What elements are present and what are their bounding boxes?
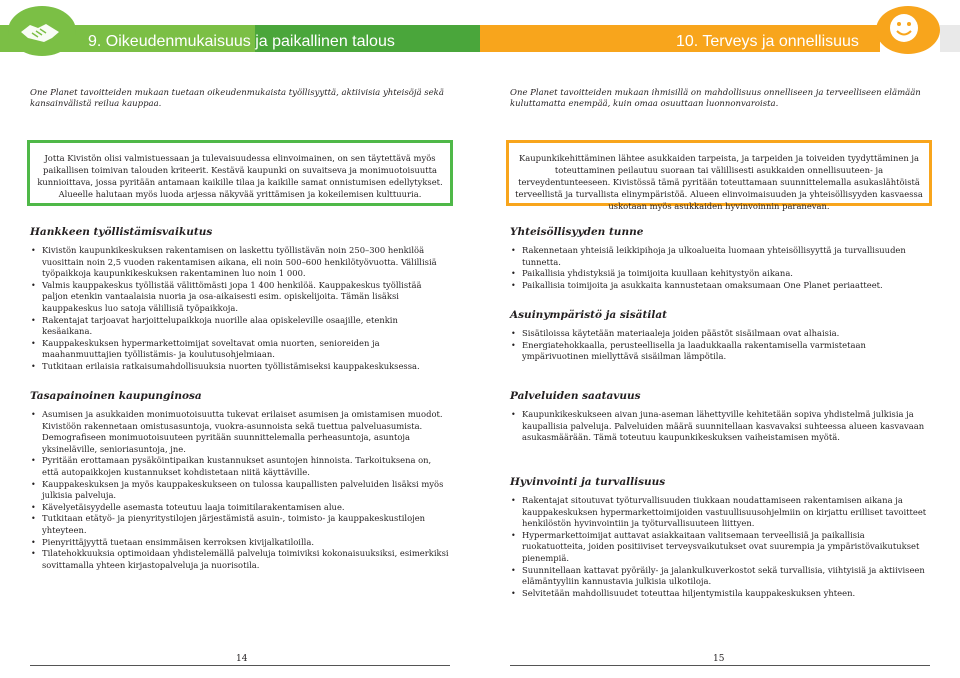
list-item: • Hypermarkettoimijat auttavat asiakkaitaan valitsemaan terveellisiä ja paikallisia ruokatuotteita, joiden positiiviset terveysvaikutukset ovat suurempia ja ympäristövaikutukset pienempiä.	[510, 530, 930, 565]
list-item: • Suunnitellaan kattavat pyöräily- ja jalankulkuverkostot sekä turvallisia, viihtyisiä ja aktiiviseen elämäntyyliin kannustavia julkisia ulkotiloja.	[510, 565, 930, 588]
right-intro: One Planet tavoitteiden mukaan ihmisillä on mahdollisuus onnelliseen ja terveelliseen elämään kuluttamatta enempää, kuin omaa osuuttaan luonnonvaroista.	[510, 88, 921, 109]
section-yhteisollisyyden-tunne	[510, 226, 930, 291]
section-title: Yhteisöllisyyden tunne	[510, 226, 644, 238]
list-item: • Sisätiloissa käytetään materiaaleja joiden päästöt sisäilmaan ovat alhaisia.	[510, 328, 930, 340]
list-item: • Kävelyetäisyydelle asemasta toteutuu laaja toimitilarakentamisen alue.	[30, 502, 450, 514]
bullet-list	[510, 245, 930, 291]
handshake-icon	[18, 18, 62, 46]
list-item: • Rakennetaan yhteisiä leikkipihoja ja ulkoalueita luomaan yhteisöllisyyttä ja turvallisuuden tunnetta.	[510, 245, 930, 268]
section-tyollistamisvaikutus	[30, 226, 450, 373]
list-item: • Kauppakeskuksen hypermarkettoimijat soveltavat omia nuorten, senioreiden ja maahanmuuttajien työllistämis- ja koulutusohjelmiaan.	[30, 338, 450, 361]
list-item: • Pienyrittäjyyttä tuetaan ensimmäisen kerroksen kivijalkatiloilla.	[30, 537, 450, 549]
section-title: Palveluiden saatavuus	[510, 390, 641, 402]
right-highlight-box	[506, 140, 932, 211]
list-item: • Paikallisia toimijoita ja asukkaita kannustetaan omaksumaan One Planet periaatteet.	[510, 280, 930, 292]
list-item: • Tilatehokkuuksia optimoidaan yhdistelemällä palveluja toimiviksi kokonaisuuksiksi, esimerkiksi sovittamalla yhteen kirjastopalveluja ja nuorisotila.	[30, 548, 450, 571]
section-title: Asuinympäristö ja sisätilat	[510, 309, 667, 321]
right-page-title: 10. Terveys ja onnellisuus	[676, 33, 859, 50]
section-palveluiden-saatavuus	[510, 390, 930, 444]
left-page-title: 9. Oikeudenmukaisuus ja paikallinen talous	[88, 33, 395, 50]
bullet-list	[30, 409, 450, 571]
section-title: Tasapainoinen kaupunginosa	[30, 390, 202, 402]
list-item: • Paikallisia yhdistyksiä ja toimijoita kuullaan kehitystyön aikana.	[510, 268, 930, 280]
list-item: • Kivistön kaupunkikeskuksen rakentamisen on laskettu työllistävän noin 250–300 henkilöä vuosittain noin 2,5 vuoden rakentamisen aikana, eli noin 500–600 henkilötyövuotta. Välillisiä työpaikkoja kaupunkikeskuksen rakentaminen luo noin 1 000.	[30, 245, 450, 280]
list-item: • Energiatehokkaalla, perusteellisella ja laadukkaalla rakentamisella varmistetaan ympärivuotinen miellyttävä sisäilman lämpötila.	[510, 340, 930, 363]
section-tasapainoinen-kaupunginosa	[30, 390, 450, 571]
section-title: Hyvinvointi ja turvallisuus	[510, 476, 666, 488]
left-box-text: Jotta Kivistön olisi valmistuessaan ja tulevaisuudessa elinvoimainen, on sen täytettävä myös paikallisen toimivan talouden kriteerit. Kestävä kaupunki on suvaitseva ja monimuotoisuutta kunnioittava, jossa pyritään antamaan kaikille tilaa ja kaikille samat onnistumisen edellytykset. Alueelle halutaan myös luoda arjessa näkyvää yrittämisen ja kokeilemisen kulttuuria.	[37, 153, 443, 199]
list-item: • Selvitetään mahdollisuudet toteuttaa hiljentymistila kauppakeskuksen yhteen.	[510, 588, 930, 600]
list-item: • Asumisen ja asukkaiden monimuotoisuutta tukevat erilaiset asumisen ja omistamisen muodot. Kivistöön rakennetaan omistusasuntoja, vuokra-asunnoista sekä tuettua palveluasumista. Demografiseen monimuotoisuuteen pyritään suunnittelemalla perheasuntoja, asuntoja yksineläville, senioriasuntoja, jne.	[30, 409, 450, 455]
bullet-list	[510, 495, 930, 599]
bullet-list	[30, 245, 450, 373]
list-item: • Kaupunkikeskukseen aivan juna-aseman lähettyville kehitetään sopiva yhdistelmä julkisia ja kaupallisia palveluja. Palveluiden määrä suunnitellaan kasvavaksi suhteessa alueen kasvavaan asukasmäärään. Tämä toteutuu kaupunkikeskuksen vaiheistamisen myötä.	[510, 409, 930, 444]
smiley-icon	[888, 12, 920, 44]
header-right-edge	[940, 25, 960, 52]
section-asuinymparisto	[510, 309, 930, 363]
left-page-number: 14	[236, 654, 248, 664]
bullet-list	[510, 409, 930, 444]
list-item: • Pyritään erottamaan pysäköintipaikan kustannukset asuntojen hinnoista. Tarkoituksena on, että autopaikkojen kustannukset kohdistetaan niitä käyttäville.	[30, 455, 450, 478]
left-footer-rule	[30, 665, 450, 666]
list-item: • Rakentajat sitoutuvat työturvallisuuden tiukkaan noudattamiseen rakentamisen aikana ja kauppakeskuksen hypermarkettoimijoiden vastuullisuusohjelmiin on kirjattu erilliset tavoitteet henkilöstön hyvinvointiin ja työturvallisuuteen liittyen.	[510, 495, 930, 530]
list-item: • Tutkitaan erilaisia ratkaisumahdollisuuksia nuorten työllistämiseksi kauppakeskuksessa.	[30, 361, 450, 373]
list-item: • Tutkitaan etätyö- ja pienyritystilojen järjestämistä asuin-, toimisto- ja kauppakeskustilojen yhteyteen.	[30, 513, 450, 536]
section-hyvinvointi-turvallisuus	[510, 476, 930, 599]
list-item: • Valmis kauppakeskus työllistää välittömästi jopa 1 400 henkilöä. Kauppakeskus työllistää paljon etenkin vantaalaisia nuoria ja osa-aikaisesti esim. opiskelijoita. Tämän lisäksi kauppakeskus luo satoja välillisiä työpaikkoja.	[30, 280, 450, 315]
right-footer-rule	[510, 665, 930, 666]
left-highlight-box	[27, 140, 453, 206]
right-page-number: 15	[713, 654, 725, 664]
bullet-list	[510, 328, 930, 363]
list-item: • Rakentajat tarjoavat harjoittelupaikkoja nuorille alaa opiskeleville osaajille, etenkin kesäaikana.	[30, 315, 450, 338]
list-item: • Kauppakeskuksen ja myös kauppakeskukseen on tulossa kaupallisten palveluiden lisäksi myös julkisia palveluja.	[30, 479, 450, 502]
left-intro: One Planet tavoitteiden mukaan tuetaan oikeudenmukaista työllisyyttä, aktiivisia yhteisöjä sekä kansainvälistä reilua kauppaa.	[30, 88, 444, 109]
section-title: Hankkeen työllistämisvaikutus	[30, 226, 213, 238]
right-box-text: Kaupunkikehittäminen lähtee asukkaiden tarpeista, ja tarpeiden ja toiveiden tyydyttäminen ja toteuttaminen peilautuu suoraan tai välillisesti asukkaiden onnellisuuteen- ja terveydentunteeseen. Kivistössä tämä pyritään toteuttamaan suunnittelemalla asukaslähtöistä terveellistä ja turvallista elinympäristöä. Alueen elinvoimaisuuden ja yhteisöllisyyden kasvaessa uskotaan myös asukkaiden hyvinvoinnin paranevan.	[515, 153, 923, 211]
